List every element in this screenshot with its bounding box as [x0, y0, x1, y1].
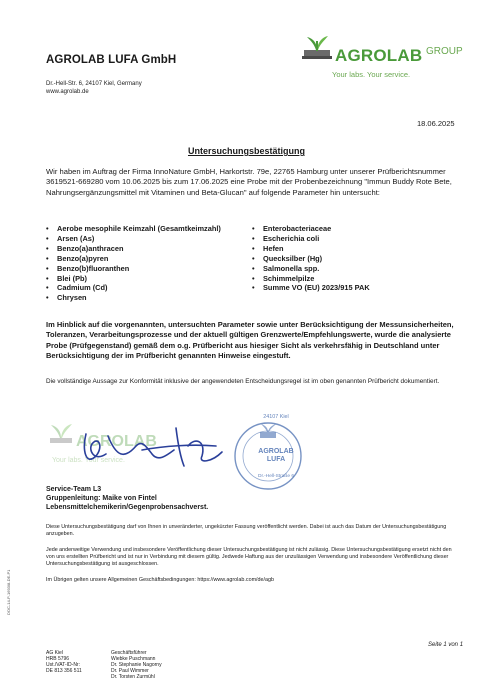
parameter-item: • Benzo(b)fluoranthen	[46, 264, 221, 274]
footer-line: HRB 5796	[46, 656, 70, 663]
footer-line: Dr. Paul Wimmer	[111, 668, 149, 675]
page-number: Seite 1 von 1	[428, 642, 464, 648]
footer-management	[111, 650, 162, 680]
signature-block	[46, 485, 208, 512]
parameter-item: • Arsen (As)	[46, 234, 221, 244]
stamp-line: LUFA	[266, 456, 286, 463]
company-address	[46, 80, 142, 96]
parameter-item: • Schimmelpilze	[252, 274, 370, 284]
parameter-item: • Cadmium (Cd)	[46, 283, 221, 293]
stamp-bottom-text: Dr.-Hell-Straße 6	[258, 474, 294, 479]
address-line: Dr.-Hell-Str. 6, 24107 Kiel, Germany	[46, 81, 142, 87]
website-line: www.agrolab.de	[46, 89, 89, 95]
footer-line: Geschäftsführer	[111, 650, 147, 656]
fine-print-terms: Im Übrigen gelten unsere Allgemeinen Geschäftsbedingungen: https://www.agrolab.com/de/agb	[46, 577, 275, 583]
fine-print-publication: Diese Untersuchungsbestätigung darf von Ihnen in unveränderter, ungekürzter Fassung veröffentlicht werden. Dabei ist auch das Datum der Untersuchungsbestätigung anzugeben.	[46, 524, 447, 538]
parameter-item: • Benzo(a)pyren	[46, 254, 221, 264]
footer-registry	[46, 650, 82, 674]
footer-line: AG Kiel	[46, 650, 63, 656]
parameter-item: • Escherichia coli	[252, 234, 370, 244]
fine-print-usage: Jede anderweitige Verwendung und insbesondere Veröffentlichung dieser Untersuchungsbestätigung ist nicht zulässig. Diese Untersuchungsbestätigung ersetzt nicht den von uns erstellten Prüfbericht und ist nur in Verbindung mit diesem gültig. Jedwede Haftung aus der unzulässigen Verwendung und insbesondere Veröffentlichung dieser Untersuchungsbestätigung ist ausgeschlossen.	[46, 547, 452, 568]
intro-paragraph: Wir haben im Auftrag der Firma InnoNature GmbH, Harkortstr. 79e, 22765 Hamburg unter unserer Prüfberichtsnummer 3619521-669280 vom 10.06.2025 bis zum 17.06.2025 eine Probe mit der Probenbezeichnung "Immun Buddy Rote Bete, Nahrungsergänzungsmittel mit Vitaminen und Beta-Glucan" auf folgende Parameter hin untersucht:	[46, 167, 452, 197]
parameter-list-right	[252, 224, 370, 293]
parameter-item: • Enterobacteriaceae	[252, 224, 370, 234]
footer-line: DE 813 356 511	[46, 668, 82, 675]
stamp-center-text	[247, 448, 305, 464]
document-date: 18.06.2025	[417, 119, 455, 128]
parameter-list-left	[46, 224, 221, 303]
document-title: Untersuchungsbestätigung	[187, 146, 305, 156]
service-team: Service-Team L3	[46, 486, 102, 493]
signer-role: Lebensmittelchemikerin/Gegenprobensachverst.	[46, 504, 209, 511]
footer-line: Dr. Torsten Zurmühl	[111, 674, 155, 681]
parameter-item: • Aerobe mesophile Keimzahl (Gesamtkeimzahl)	[46, 224, 221, 234]
company-name: AGROLAB LUFA GmbH	[46, 54, 177, 66]
parameter-item: • Benzo(a)anthracen	[46, 244, 221, 254]
footer-line: Ust./VAT-ID-Nr:	[46, 662, 80, 669]
parameter-item: • Chrysen	[46, 293, 221, 303]
logo-group-text: GROUP	[426, 46, 463, 57]
parameter-item: • Blei (Pb)	[46, 274, 221, 284]
footer-line: Dr. Stephanie Nagorny	[111, 662, 162, 669]
parameter-item: • Quecksilber (Hg)	[252, 254, 370, 264]
stamp-top-text: 24107 Kiel	[263, 414, 289, 420]
svg-text:AGROLAB: AGROLAB	[76, 433, 157, 450]
stamp-line: AGROLAB	[258, 448, 294, 455]
group-lead: Gruppenleitung: Maike von Fintel	[46, 495, 157, 502]
logo-tagline: Your labs. Your service.	[332, 70, 411, 79]
logo-wordmark: AGROLAB	[335, 46, 423, 65]
conclusion-paragraph: Im Hinblick auf die vorgenannten, untersuchten Parameter sowie unter Berücksichtigung der Messunsicherheiten, Toleranzen, Verarbeitungsprozesse und der aktuell gültigen Grenzwerte/Empfehlungswerte, wurde die analysierte Probe (Prüfgegenstand) gemäß dem o.g. Prüfbericht aus hiesiger Sicht als verkehrsfähig in Deutschland unter Berücksichtigung der im Prüfbericht genannten Hinweise eingestuft.	[46, 320, 454, 360]
footer-line: Wiebke Puschmann	[111, 656, 156, 663]
parameter-item: • Salmonella spp.	[252, 264, 370, 274]
conformity-statement: Die vollständige Aussage zur Konformität inklusive der angewendeten Entscheidungsregel ist im oben genannten Prüfbericht dokumentiert.	[46, 378, 440, 385]
parameter-item: • Hefen	[252, 244, 370, 254]
parameter-item: • Summe VO (EU) 2023/915 PAK	[252, 283, 370, 293]
svg-text:Your labs. Your service.: Your labs. Your service.	[52, 457, 125, 464]
document-code: DOC-14-P-1693/8-DE-P1	[6, 569, 11, 615]
